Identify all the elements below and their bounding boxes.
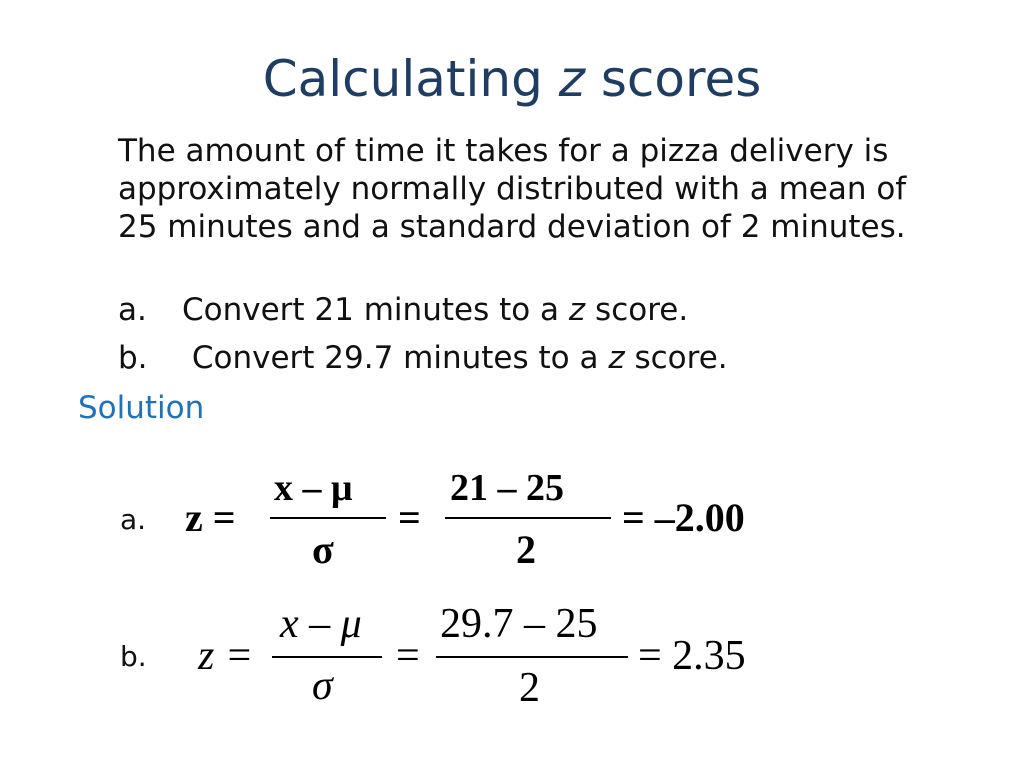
title-text: Calculating — [262, 50, 559, 108]
question-b-variable: z — [608, 340, 625, 376]
equation-a-fraction-bar-2 — [445, 517, 611, 519]
question-b-label: b. — [118, 340, 148, 376]
equation-b-label: b. — [120, 640, 147, 673]
title-variable: z — [558, 50, 585, 108]
equation-b-equals: = — [396, 633, 420, 679]
equation-a-fraction-bar-1 — [270, 517, 386, 519]
equation-a-label: a. — [120, 503, 147, 536]
problem-text: The amount of time it takes for a pizza delivery is approximately normally distributed with a mean of 25 minutes and a standard deviation of 2 minutes. — [118, 133, 907, 245]
equation-b-numerator-2: 29.7 – 25 — [440, 601, 598, 647]
equation-b-numerator-1: x – μ — [280, 601, 362, 647]
equation-b-fraction-bar-2 — [436, 656, 628, 658]
equation-a-denominator-1: σ — [312, 527, 334, 572]
title-suffix: scores — [584, 50, 762, 108]
equation-b-result: = 2.35 — [638, 633, 746, 679]
equation-b-denominator-2: 2 — [519, 665, 540, 711]
solution-heading: Solution — [78, 390, 205, 426]
question-a-suffix: score. — [585, 292, 689, 328]
question-b-suffix: score. — [624, 340, 728, 376]
question-b — [118, 340, 728, 376]
equation-a-result: = –2.00 — [622, 495, 745, 540]
question-b-text: Convert 29.7 minutes to a — [182, 340, 609, 376]
equation-b-lhs — [198, 632, 253, 680]
question-a — [118, 292, 688, 328]
question-a-label: a. — [118, 292, 147, 328]
question-a-text: Convert 21 minutes to a — [182, 292, 569, 328]
equation-b-fraction-bar-1 — [272, 656, 382, 658]
equation-a-numerator-2: 21 – 25 — [450, 467, 564, 509]
equation-b-lhs-text: z = — [198, 633, 254, 679]
equation-a-lhs: z = — [185, 495, 236, 540]
equation-b-denominator-1: σ — [312, 663, 333, 709]
equation-a-denominator-2: 2 — [516, 527, 536, 572]
equation-a-equals: = — [398, 495, 421, 540]
equation-a-numerator-1: x – μ — [274, 467, 353, 509]
slide-title — [0, 50, 1024, 108]
question-a-variable: z — [568, 292, 586, 328]
